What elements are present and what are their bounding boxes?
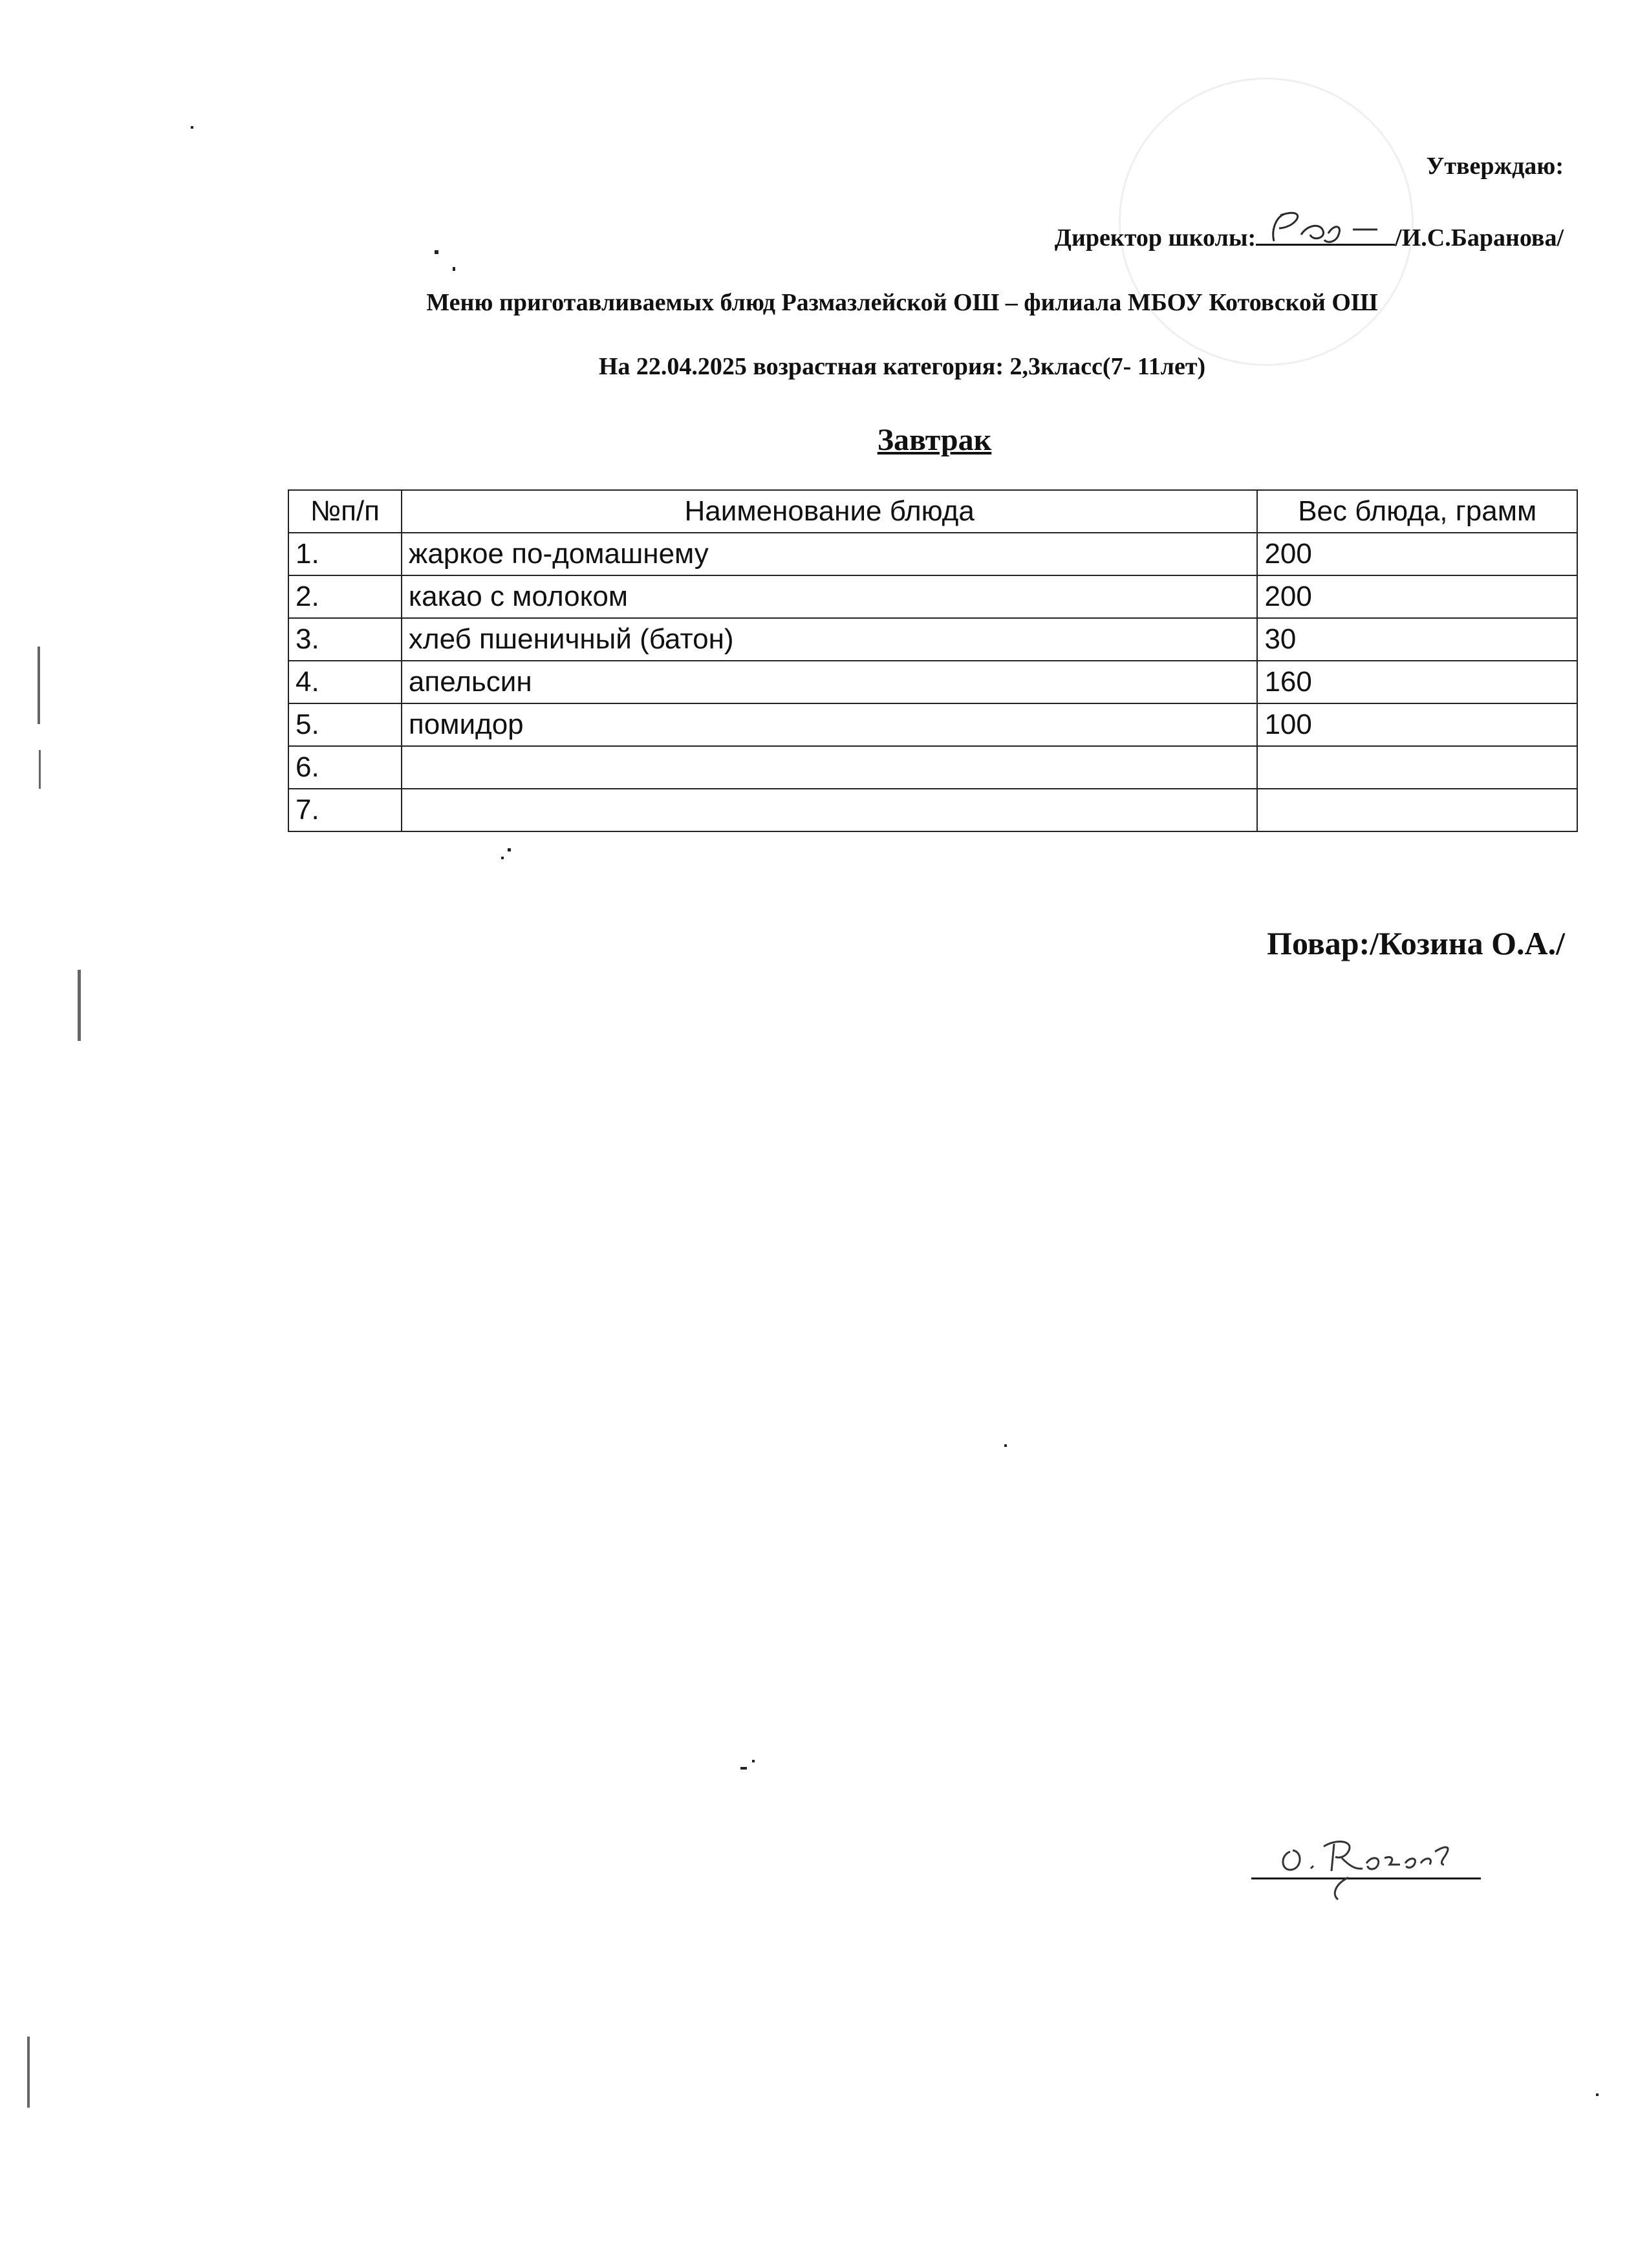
row-number: 3. (288, 618, 402, 661)
table-row (288, 661, 1577, 703)
dish-name: какао с молоком (402, 575, 1258, 618)
director-name: /И.С.Баранова/ (1395, 224, 1564, 251)
meal-title: Завтрак (877, 423, 992, 457)
scan-speck (740, 1767, 747, 1770)
dish-weight: 200 (1257, 533, 1577, 575)
dish-weight: 100 (1257, 703, 1577, 746)
header-weight: Вес блюда, грамм (1257, 490, 1577, 533)
scan-speck (1596, 2093, 1599, 2096)
table-row (288, 746, 1577, 789)
cook-signature (1251, 1849, 1481, 1879)
director-signature (1256, 223, 1395, 246)
table-row (288, 533, 1577, 575)
header-dish-name: Наименование блюда (402, 490, 1258, 533)
dish-name (402, 746, 1258, 789)
scan-speck (435, 250, 438, 254)
table-row (288, 789, 1577, 831)
scan-edge-mark (38, 647, 40, 724)
dish-weight: 30 (1257, 618, 1577, 661)
dish-name: апельсин (402, 661, 1258, 703)
dish-weight (1257, 789, 1577, 831)
table-header-row (288, 490, 1577, 533)
row-number: 2. (288, 575, 402, 618)
menu-title: Меню приготавливаемых блюд Размазлейской ОШ – филиала МБОУ Котовской ОШ (426, 289, 1378, 316)
director-approval-line (1055, 223, 1564, 252)
cook-label: Повар: (1267, 925, 1370, 961)
row-number: 1. (288, 533, 402, 575)
row-number: 6. (288, 746, 402, 789)
scan-speck (508, 848, 511, 851)
cook-signature-line (1267, 925, 1565, 962)
dish-name (402, 789, 1258, 831)
table-row (288, 575, 1577, 618)
dish-name: жаркое по-домашнему (402, 533, 1258, 575)
scan-edge-mark (78, 970, 81, 1041)
scan-speck (453, 267, 455, 271)
menu-table (288, 489, 1578, 832)
dish-weight: 160 (1257, 661, 1577, 703)
scan-edge-mark (27, 2037, 30, 2108)
scan-speck (1004, 1444, 1007, 1447)
menu-date-category: На 22.04.2025 возрастная категория: 2,3класс(7- 11лет) (598, 353, 1206, 380)
scan-speck (752, 1760, 755, 1762)
scan-edge-mark (39, 750, 41, 789)
row-number: 4. (288, 661, 402, 703)
header-number: №п/п (288, 490, 402, 533)
dish-weight: 200 (1257, 575, 1577, 618)
table-row (288, 703, 1577, 746)
scan-speck (191, 126, 193, 129)
row-number: 7. (288, 789, 402, 831)
dish-weight (1257, 746, 1577, 789)
cook-name: /Козина О.А./ (1370, 925, 1565, 961)
scan-speck (501, 857, 504, 859)
dish-name: помидор (402, 703, 1258, 746)
dish-name: хлеб пшеничный (батон) (402, 618, 1258, 661)
director-label: Директор школы: (1054, 224, 1256, 251)
table-row (288, 618, 1577, 661)
row-number: 5. (288, 703, 402, 746)
approval-heading: Утверждаю: (1426, 153, 1564, 180)
